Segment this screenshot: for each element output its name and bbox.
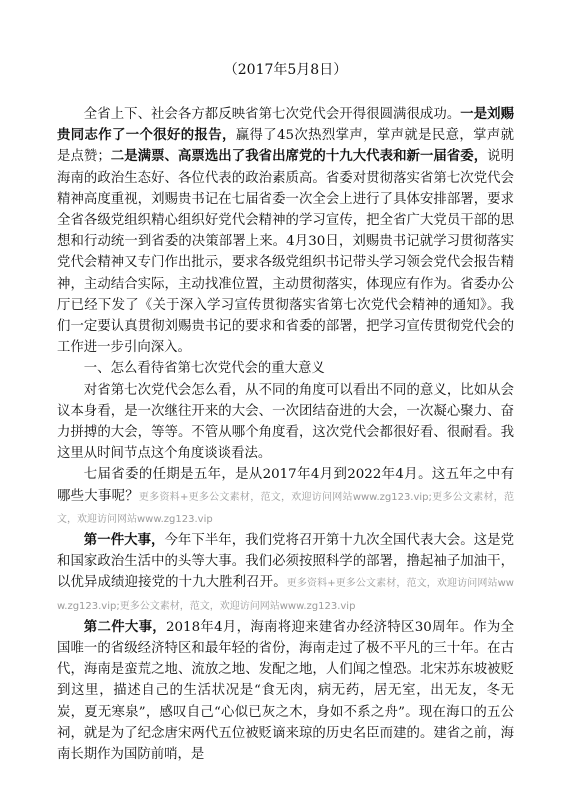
- intro-applause: 赢得了45次热烈掌声，掌声就是民意，掌声就是点赞；: [57, 128, 514, 165]
- intro-point-two: 二是满票、高票选出了我省出席党的十九大代表和新一届省委，: [110, 148, 488, 165]
- first-event-text: 今年下半年，我们党将召开第十九次全国代表大会。这是党和国家政治生活中的头等大事。我们必须按照科学的部署，撸起袖子加油干，以优异成绩迎接党的十九大胜利召开。: [57, 533, 515, 591]
- paragraph-intro: [57, 104, 514, 358]
- intro-body: 说明海南的政治生态好、各位代表的政治素质高。省委对贯彻落实省第七次党代会精神高度重视，刘赐贵书记在七届省委一次全会上进行了具体安排部署，要求全省各级党组织精心组织好党代会精神的学习宣传，把全省广大党员干部的思想和行动统一到省委的决策部署上来。4月30日，刘赐贵书记就学习贯彻落实党代会精神又专门作出批示，要求各级党组织书记带头学习领会党代会报告精神，主动结合实际，主动找准位置，主动贯彻落实，体现应有作为。省委办公厅已经下发了《关于深入学习宣传贯彻落实省第七次党代会精神的通知》。我们一定要认真贯彻刘赐贵书记的要求和省委的部署，把学习宣传贯彻党代会的工作进一步引向深入。: [57, 149, 515, 356]
- paragraph-second-event: [57, 617, 514, 765]
- document-date: （2017年5月8日）: [223, 62, 348, 78]
- intro-point-one: 一是刘赐贵同志作了一个很好的报告，: [57, 106, 515, 144]
- paragraph-term: [57, 464, 514, 530]
- paragraph-first-event: [57, 530, 514, 617]
- second-event-text: 2018年4月，海南将迎来建省办经济特区30周年。作为全国唯一的省级经济特区和最年轻的省份，海南走过了极不平凡的三十年。在古代，海南是蛮荒之地、流放之地、发配之地，人们闻之惶恐。北宋苏东坡被贬到这里，描述自己的生活状况是“食无肉，病无药，居无室，出无友，冬无炭，夏无寒泉”，感叹自己“心似已灰之木，身如不系之舟”。现在海口的五公祠，就是为了纪念唐宋两代五位被贬谪来琼的历史名臣而建的。建省之前，海南长期作为国防前哨，是: [57, 619, 515, 763]
- watermark-ad-text: 更多资料+更多公文素材，范文，欢迎访问网站www.zg123.vip;更多公文素材，范文，欢迎访问网站www.zg123.vip: [57, 491, 514, 525]
- first-event-label: 第一件大事，: [83, 532, 165, 549]
- watermark-ad-text: 更多资料+更多公文素材，范文，欢迎访问网站www.zg123.vip;更多公文素材，范文，欢迎访问网站www.zg123.vip: [57, 578, 514, 612]
- term-text: 七届省委的任期是五年，是从2017年4月到2022年4月。这五年之中有哪些大事呢？: [57, 467, 514, 504]
- second-event-label: 第二件大事，: [83, 618, 167, 635]
- intro-sentence: 全省上下、社会各方都反映省第七次党代会开得很圆满很成功。: [83, 107, 461, 122]
- paragraph-perspective: 对省第七次党代会怎么看，从不同的角度可以看出不同的意义，比如从会议本身看，是一次继往开来的大会、一次团结奋进的大会，一次凝心聚力、奋力拼搏的大会，等等。不管从哪个角度看，这次党代会都很好看、很耐看。我这里从时间节点这个角度谈谈看法。: [57, 382, 514, 462]
- section-heading-1: 一、怎么看待省第七次党代会的重大意义: [83, 361, 325, 377]
